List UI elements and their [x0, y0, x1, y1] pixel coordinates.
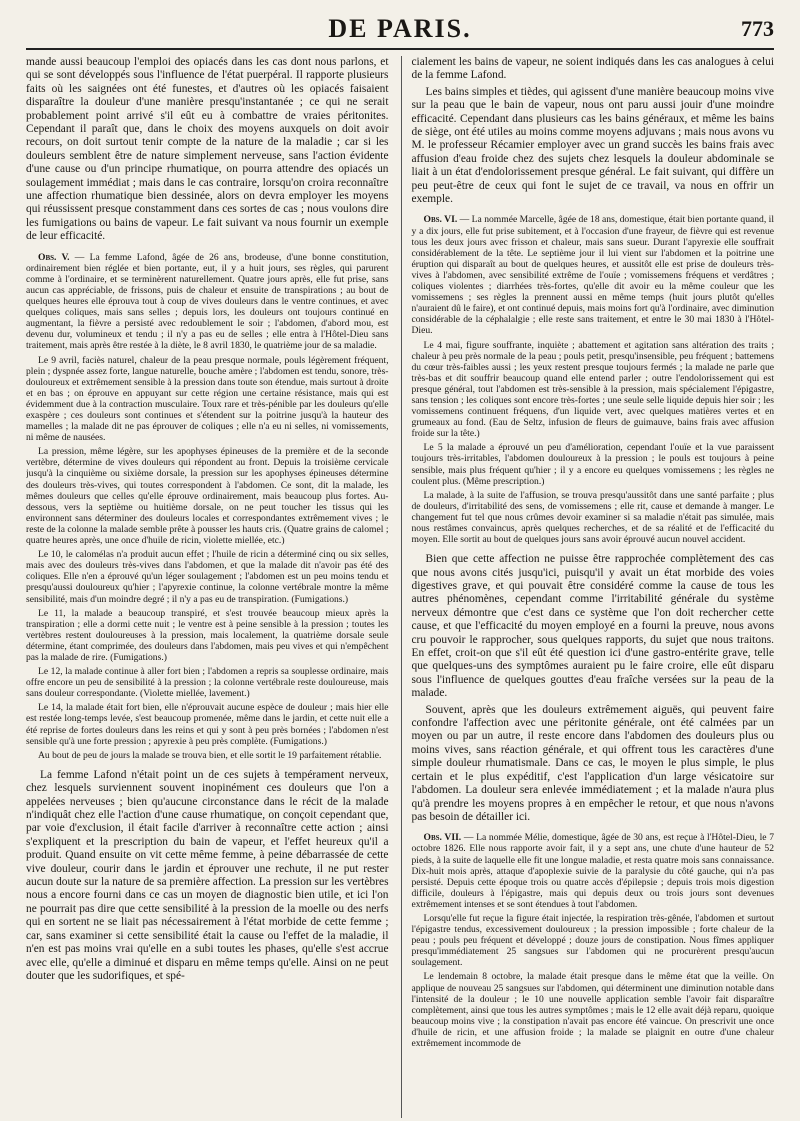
paragraph: Souvent, après que les douleurs extrêmement aiguës, qui peuvent faire confondre l'affection avec une péritonite générale, ont été calmées par un moyen ou par un autre, il reste encore dans l'abdomen des douleurs plus ou moins vives, sans réaction générale, et qui offrent tous les caractères d'une simple douleur rhumatismale. Dans ce cas, le moyen le plus simple, le plus certain et le plus expéditif, c'est l'application d'un large vésicatoire sur l'abdomen. La douleur sera enlevée immédiatement ; et la malade n'aura plus qu'à prendre les moyens propres à en empêcher le retour, et que nous n'avons pas besoin de détailler ici.: [411, 703, 774, 823]
observation-text: — La femme Lafond, âgée de 26 ans, brodeuse, d'une bonne constitution, ordinairement bien réglée et bien portante, eut, il y a huit jours, ses règles, qui parurent comme à l'ordinaire, et se terminèrent naturellement. Quatre jours après, elle fut prise, sans aucun cas appréciable, de frissons, puis de chaleur et ensuite de transpirations ; au bout de quelques heures elle éprouva tout à coup de vives douleurs dans le ventre continues, et avec quelques coliques, mais sans selles ; depuis lors, les douleurs ont toujours continué en augmentant, la fièvre a persisté avec redoublement le soir ; l'abdomen, d'abord mou, est devenu dur, volumineux et tendu ; il n'y a pas eu de selles ; elle entra à l'Hôtel-Dieu sans traitement, mais après être restée à la diète, le 8 avril 1830, le quatrième jour de sa maladie.: [26, 251, 389, 352]
observation-text: — La nommée Marcelle, âgée de 18 ans, domestique, était bien portante quand, il y a dix jours, elle fut prise subitement, et à l'occasion d'une frayeur, de fièvre qui est revenue tous les deux jours avec frisson et chaleur, mais sans sueur. Durant l'apyrexie elle souffrait considérablement de la tête. Le septième jour il lui vient sur l'abdomen et la poitrine une éruption qui disparaît au bout de quelques heures, et aussitôt elle est prise de douleurs très-vives à l'abdomen, avec sensibilité extrême de l'ouïe ; vomissemens fréquens et verdâtres ; coliques violentes ; diarrhées très-fortes, qu'elle dit avoir eu la même couleur que les vomissemens ; ses règles la prennent aussi en même temps (huit jours plutôt qu'elles n'auraient dû le faire), et ont continué depuis, mais moins fort qu'à l'ordinaire, avec diminution considérable de la céphalalgie ; elle reste sans traitement, et entre le 30 mai 1830 à l'Hôtel-Dieu.: [411, 214, 774, 337]
left-column: [26, 56, 389, 1118]
paragraph: La femme Lafond n'était point un de ces sujets à tempérament nerveux, chez lesquels surviennent souvent inopinément ces douleurs que l'on a appelées nerveuses ; bien qu'aucune circonstance dans le récit de la malade n'indiquât chez elle l'action d'une cause rhumatique, on conçoit cependant que, par voie d'exclusion, il était facile d'arriver à reconnaître cette action ; ainsi s'expliquent et la prescription du bain de vapeur, et l'effet heureux qu'il a produit. Quand ensuite on vit cette même femme, à peine débarrassée de cette vive douleur, courir dans le jardin et éprouver une rechute, il ne put rester aucun doute sur la nature de sa première affection. La pression sur les vertèbres nous a encore fourni dans ce cas un moyen de diagnostic bien utile, et ici l'on ne pourrait pas dire que cette sensibilité à la pression de la moelle ou des nerfs qui en sortent ne se liait pas nécessairement à l'état morbide de cette femme ; car, sans examiner si cette sensibilité était la cause ou l'effet de la maladie, il n'en est pas moins vrai qu'elle en a subi toutes les phases, qu'elle s'est accrue avec elle, qu'elle a diminué et disparu en même temps qu'elle. Ainsi on ne peut douter que les sudorifiques, et spé-: [26, 768, 389, 982]
paragraph-small: Le 11, la malade a beaucoup transpiré, et s'est trouvée beaucoup mieux après la transpiration ; elle a dormi cette nuit ; le ventre est à peine sensible à la pression ; toutes les vertèbres restent douloureuses à la pression, mais localement, la quatrième dorsale seule détermine, étant comprimée, des douleurs dans l'abdomen, mais peu vives et qui n'empêchent pas la malade de rire. (Fumigations.): [26, 607, 389, 663]
page-number: 773: [741, 16, 774, 41]
paragraph-small: La pression, même légère, sur les apophyses épineuses de la première et de la seconde vertèbre, détermine de vives douleurs qui répondent au front. Depuis la troisième cervicale jusqu'à la cinquième ou sixième dorsale, la pression sur les apophyses épineuses détermine des douleurs très-vives, qui toutes correspondent à l'abdomen. Ce sont, dit la malade, les mêmes douleurs que celles qu'elle éprouve ordinairement, mais beaucoup plus fortes. Au-dessous, vers la septième ou huitième dorsale, on ne peut toucher les tissus qui les environnent sans déterminer des douleurs locales et correspondantes extrêmement vives ; le reste de la colonne la malade semble prête à pousser les hauts cris. (Quatre grains de calomel ; quatre heures après, une once d'huile de ricin, violette miellée, etc.): [26, 446, 389, 547]
paragraph-small: Le 5 la malade a éprouvé un peu d'amélioration, cependant l'ouïe et la vue paraissent toujours très-irritables, l'abdomen douloureux à la pression ; le pouls est toujours à peine sensible, mais plus fréquent qu'hier ; il y a encore eu quelques vomissemens ; les règles ne coulent plus. (Même prescription.): [411, 442, 774, 487]
paragraph-small: Le 9 avril, faciès naturel, chaleur de la peau presque normale, pouls légèrement fréquent, plein ; dyspnée assez forte, langue naturelle, bouche amère ; l'abdomen est tendu, sonore, très-douloureux et extrêmement sensible à la pression dans toute son étendue, mais surtout à droite et en bas ; on éprouve en appuyant sur cette région une certaine résistance, mais qui est évidemment due à la contraction musculaire. Toux rare et très-pénible par les douleurs qu'elle exaspère ; ces douleurs sont continues et s'étendent sur la poitrine jusqu'à la hauteur des mamelles ; la malade dit ne pas éprouver de coliques ; elle n'a eu ni selles, ni vomissements, ni même de nausées.: [26, 354, 389, 444]
paragraph-small: Le 4 mai, figure souffrante, inquiète ; abattement et agitation sans altération des traits ; chaleur à peu près normale de la peau ; pouls petit, presqu'insensible, peu fréquent ; battemens du cœur très-faibles aussi ; les yeux restent presque toujours fermés ; la malade ne parle que très-bas et dit souffrir beaucoup quand elle entend parler ; outre l'endolorissement qui est presque général, tout l'abdomen est très-sensible à la pression, mais spécialement l'épigastre, sans tension ; les coliques sont encore très-fortes ; une seule selle liquide depuis hier soir ; les vomissemens continuent fréquens, d'un liquide vert, avec quelques matières vertes et en grumeaux au fond. (Eau de Seltz, infusion de fleurs de guimauve, bains frais avec affusion froide sur la tête.): [411, 339, 774, 440]
observation-vii: [412, 832, 775, 910]
paragraph-small: Le lendemain 8 octobre, la malade était presque dans le même état que la veille. On applique de nouveau 25 sangsues sur l'abdomen, qui déterminent une diminution notable dans l'intensité de la douleur ; le 10 une nouvelle application semble l'avoir fait disparaître complètement, ainsi que tous les autres symptômes ; mais le 12 elle avait déjà reparu, quoique beaucoup moins vive ; la constipation n'avait pas encore été vaincue. On prescrivit une once d'huile de ricin, et une affusion froide ; la malade se plaignit en outre d'une chaleur extrêmement incommode de: [411, 971, 774, 1049]
observation-label: Obs. V.: [38, 251, 70, 263]
observation-label: Obs. VI.: [423, 214, 458, 226]
paragraph: Les bains simples et tièdes, qui agissent d'une manière beaucoup moins vive sur la peau que le bain de vapeur, nous ont paru aussi jouir d'une moindre efficacité. Cependant dans plusieurs cas les bains généraux, et même les bains de siège, ont été utiles au moins comme moyens adjuvans ; mais nous avons vu M. le professeur Récamier employer avec un grand succès les bains frais avec affusion d'eau froide chez des sujets chez lesquels la douleur abdominale se liait à un état d'endolorissement presque général. Le fait suivant, qui diffère un peu peut-être de ceux qui font le sujet de ce travail, va nous en offrir un exemple.: [411, 85, 774, 206]
observation-label: Obs. VII.: [423, 832, 462, 844]
paragraph-small: Lorsqu'elle fut reçue la figure était injectée, la respiration très-gênée, l'abdomen et surtout l'épigastre tendus, excessivement douloureux ; la pression impossible ; forte chaleur de la peau ; pouls peu fréquent et développé ; douze jours de constipation. Nous fîmes appliquer presqu'immédiatement 25 sangsues sur l'abdomen qui ne procurèrent presqu'aucun soulagement.: [411, 912, 774, 969]
paragraph-small: Au bout de peu de jours la malade se trouva bien, et elle sortit le 19 parfaitement rétablie.: [38, 749, 382, 761]
page-title: DE PARIS.: [328, 14, 472, 43]
observation-text: — La nommée Mélie, domestique, âgée de 30 ans, est reçue à l'Hôtel-Dieu, le 7 octobre 1826. Elle nous rapporte avoir fait, il y a sept ans, une chute d'une hauteur de 52 pieds, à la suite de laquelle elle fit une longue maladie, et resta quatre mois sans connaissance. Dix-huit mois après, attaque d'apoplexie suivie de la paralysie du côté gauche, qui n'a pas persisté. Depuis cette époque trois ou quatre accès d'épilepsie ; depuis trois mois digestion difficile, douleurs à l'épigastre, mais qui depuis deux ou trois jours sont devenues extrêmement intenses et se sont étendues à tout l'abdomen.: [411, 832, 774, 910]
paragraph-small: Le 14, la malade était fort bien, elle n'éprouvait aucune espèce de douleur ; mais hier elle est restée long-temps levée, s'est beaucoup promenée, même dans le jardin, et cette nuit elle a été reprise de fortes douleurs dans les reins et qui y sont à peu près bornées ; l'abdomen n'est sensible qu'à une forte pression ; apyrexie à peu près complète. (Fumigations.): [26, 702, 389, 747]
paragraph-small: Le 10, le calomélas n'a produit aucun effet ; l'huile de ricin a déterminé cinq ou six selles, mais avec des douleurs très-vives dans l'abdomen, et que la malade dit n'avoir pas été des coliques. Elle n'en a éprouvé qu'un léger soulagement ; l'abdomen est un peu moins tendu et presqu'aussi douloureux qu'hier ; l'apyrexie continue, la colonne vertébrale montre la même sensibilité, mais d'un moindre degré ; il n'y a pas eu de transpiration. (Fumigations.): [26, 549, 389, 605]
right-column: [401, 56, 775, 1118]
paragraph: Bien que cette affection ne puisse être rapprochée complètement des cas que nous avons cités jusqu'ici, puisqu'il y avait un état morbide des voies digestives grave, et qui pouvait être considéré comme la cause de tous les autres phénomènes, cependant comme l'irritabilité générale du système nerveux démontre que c'est dans ce système que l'on doit rechercher cette cause, et que l'efficacité du moyen employé en a fourni la preuve, nous avons cru pouvoir le rapprocher, sous quelques rapports, du sujet que nous traitons. En effet, croit-on que s'il eût été question ici d'une gastro-entérite grave, telle que quelques-uns des symptômes auraient pu le faire croire, elle eût disparu sous l'influence de quelques gouttes d'eau fraîche versées sur la peau de la malade.: [411, 553, 774, 700]
paragraph: cialement les bains de vapeur, ne soient indiqués dans les cas analogues à celui de la femme Lafond.: [411, 56, 774, 82]
page-header: [26, 14, 774, 50]
paragraph: mande aussi beaucoup l'emploi des opiacés dans les cas dont nous parlons, et qui se sont développés sous l'influence de l'état puerpéral. Il rapporte plusieurs faits où les saignées ont été funestes, et d'autres où les opiacés faisaient disparaître la douleur d'une manière presqu'instantanée ; ce qui ne serait probablement point arrivé s'il eût eu à combattre de vraies péritonites. Cependant il paraît que, dans le choix des moyens auxquels on doit avoir recours, on doit surtout tenir compte de la nature de la maladie ; car si les douleurs semblent être de nature simplement nerveuse, sans l'action évidente d'une cause ou d'un principe rhumatique, on pourra attendre des opiacés un soulagement immédiat ; mais dans le cas contraire, lorsqu'on croira reconnaître une affection rhumatique bien dessinée, alors on devra employer les moyens qui réussissent presque constamment dans ces sortes de cas ; nous voulons dire les fumigations ou bains de vapeur. Le fait suivant va nous fournir un exemple de leur efficacité.: [26, 56, 389, 243]
paragraph-small: Le 12, la malade continue à aller fort bien ; l'abdomen a repris sa souplesse ordinaire, mais offre encore un peu de sensibilité à la pression ; la colonne vertébrale reste douloureuse, mais sans douleur correspondante. (Violette miellée, lavement.): [26, 666, 389, 700]
observation-vi: [412, 214, 775, 336]
paragraph-small: La malade, à la suite de l'affusion, se trouva presqu'aussitôt dans une santé parfaite ; plus de douleurs, d'irritabilité des sens, de vomissemens ; elle rit, cause et demande à manger. Le changement fut tel que nous crûmes devoir examiner si sa maladie n'était pas simulée, mais nous restâmes convaincus, après quelques recherches, et de sa réalité et de l'efficacité du moyen. Elle sortit au bout de quelques jours sans avoir éprouvé aucun nouvel accident.: [411, 489, 774, 546]
observation-v: [26, 252, 389, 352]
columns: [26, 56, 774, 1118]
